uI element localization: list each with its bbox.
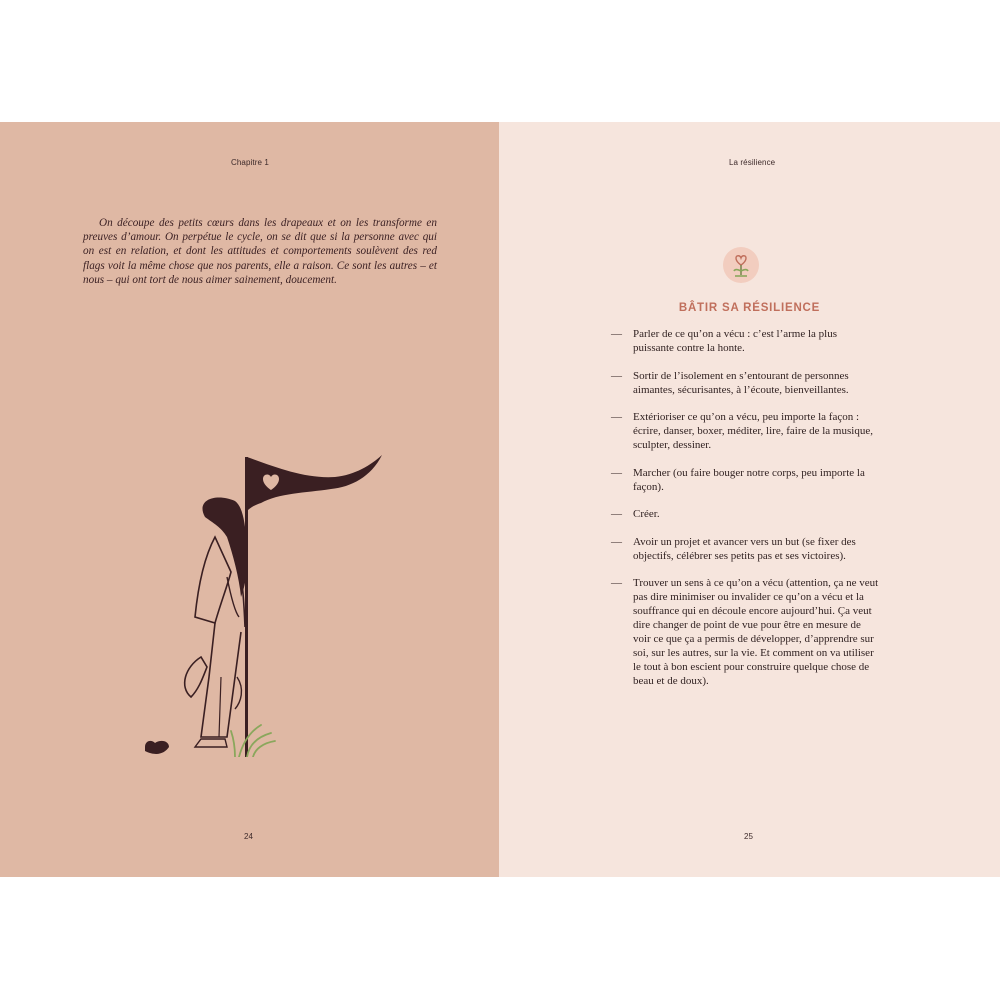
list-item-text: Marcher (ou faire bouger notre corps, peu importe la façon). — [633, 466, 865, 493]
dash-bullet: — — [611, 328, 622, 340]
list-item-text: Créer. — [633, 508, 660, 520]
page-number-right: 25 — [744, 832, 753, 841]
dash-bullet: — — [611, 535, 622, 548]
list-item-text: Trouver un sens à ce qu’on a vécu (attention, ça ne veut pas dire minimiser ou invalider ce qu’on a vécu et la souffrance qui en découle encore aujourd’hui. Ça veut dire changer de point de vue pour être en mesure de voir ce que ça a permis de développer, d’apprendre sur soi, sur les autres, sur la vie. Et comment on va utiliser le tout à bon escient pour construire quelque chose de beau et de doux). — [633, 577, 879, 687]
list-item — [609, 466, 879, 494]
list-item-text: Sortir de l’isolement en s’entourant de personnes aimantes, sécurisantes, à l’écoute, bienveillantes. — [633, 369, 849, 396]
woman-with-flag-illustration — [135, 427, 395, 757]
resilience-list — [609, 327, 879, 702]
list-item — [609, 535, 879, 563]
heart-icon — [145, 741, 169, 754]
body-paragraph: On découpe des petits cœurs dans les drapeaux et on les transforme en preuves d’amour. On perpétue le cycle, on se dit que si la personne avec qui on est en relation, et dont les attitudes et comportements soulèvent des red flags voit la même chose que nos parents, elle a raison. Ce sont les autres – et nous – qui ont tort de nous aimer sainement, doucement. — [83, 217, 437, 286]
dash-bullet: — — [611, 508, 622, 520]
list-item — [609, 327, 879, 355]
running-head-right: La résilience — [729, 158, 776, 167]
flower-heart-icon — [723, 247, 759, 283]
left-page — [0, 122, 499, 877]
page-number-left: 24 — [244, 832, 253, 841]
section-title: BÂTIR SA RÉSILIENCE — [678, 302, 821, 314]
list-item — [609, 369, 879, 397]
right-page — [499, 122, 1000, 877]
book-spread — [0, 122, 1000, 877]
list-item-text: Extérioriser ce qu’on a vécu, peu importe la façon : écrire, danser, boxer, méditer, lire, faire de la musique, sculpter, dessiner. — [633, 411, 873, 451]
dash-bullet: — — [611, 369, 622, 382]
list-item-text: Parler de ce qu’on a vécu : c’est l’arme la plus puissante contre la honte. — [633, 328, 838, 354]
list-item — [609, 410, 879, 452]
list-item — [609, 576, 879, 688]
list-item-text: Avoir un projet et avancer vers un but (se fixer des objectifs, célébrer ses petits pas et ses victoires). — [633, 535, 856, 562]
dash-bullet: — — [611, 466, 622, 479]
dash-bullet: — — [611, 411, 622, 423]
dash-bullet: — — [611, 577, 622, 589]
list-item — [609, 507, 879, 521]
running-head-left: Chapitre 1 — [231, 158, 269, 167]
